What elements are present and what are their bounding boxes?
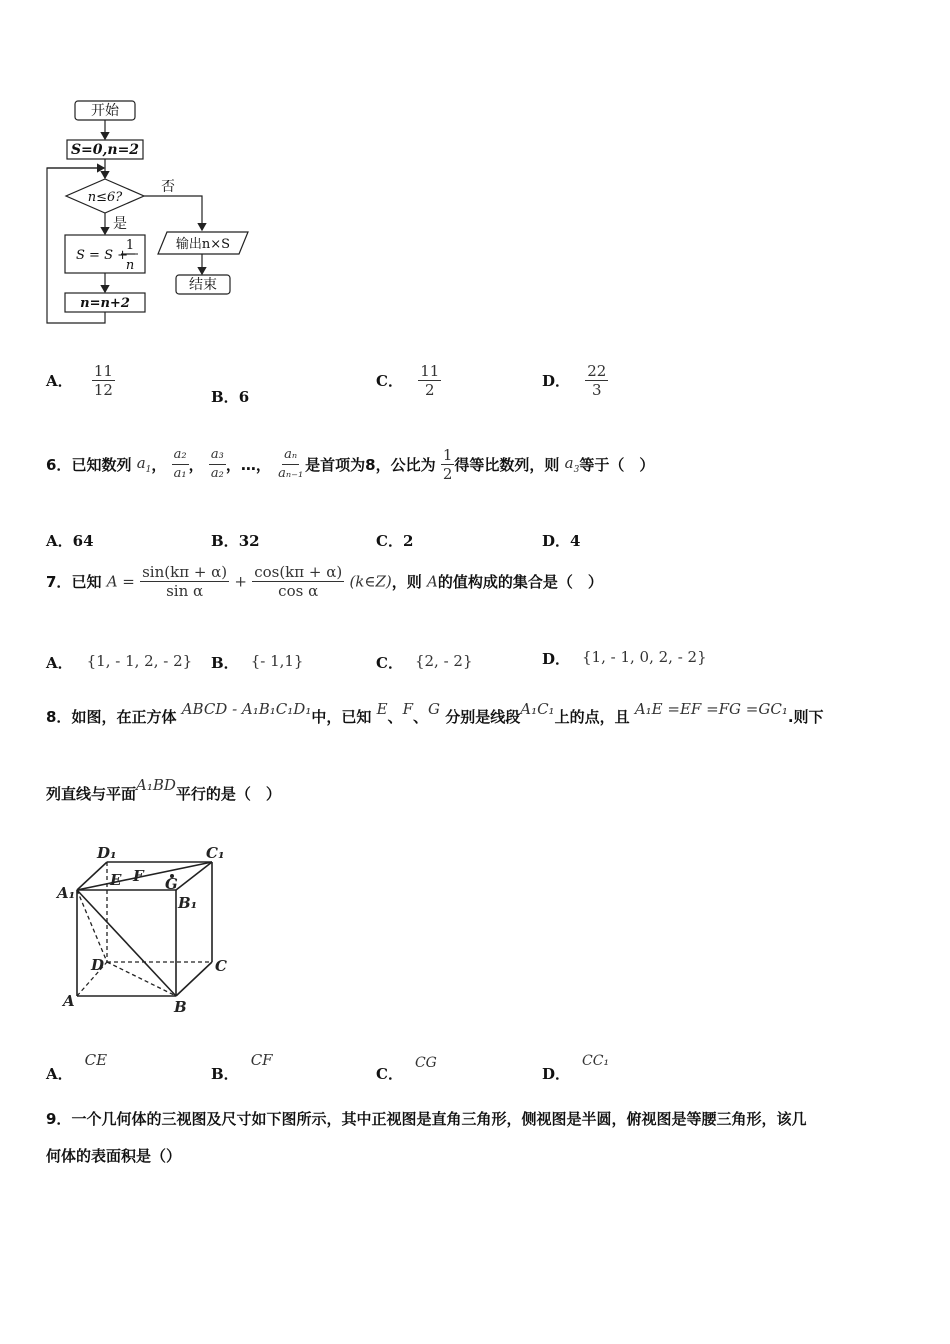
q9-number: 9． <box>46 1110 72 1128</box>
q5-option-c[interactable]: C． $\frac{11}{2}$ <box>376 362 440 399</box>
end-label: 结束 <box>189 277 217 293</box>
label-g: G <box>165 875 178 893</box>
q8-number: 8． <box>46 708 72 726</box>
q6-half: $\frac{1}{2}$ <box>442 446 453 483</box>
q6-ratio-1: $\frac{\text{a₂}}{\text{a₁}}$ <box>173 447 187 481</box>
q5-c-fraction: $\frac{11}{2}$ <box>420 362 440 399</box>
q5-option-b[interactable]: B．6 <box>211 388 250 406</box>
label-f: F <box>133 867 144 885</box>
q6-stem: 6．已知数列 $a_1$， $\frac{\text{a₂}}{\text{a₁}}$ ， $\frac{\text{a₃}}{\text{a₂}}$ ，…， $\frac{\text{aₙ}}{\text{aₙ₋₁}}$ 是首项为8，公比为 $\frac{1}{2}$ 得等比数列，则 $a_3$等于（ ） <box>46 446 655 483</box>
q7-fraction-cos: $\frac{\cos(k\pi + \alpha)}{\text{cos α}}$ <box>254 563 343 600</box>
q7-option-d[interactable]: D． {1, - 1, 0, 2, - 2} <box>542 648 707 668</box>
label-c1: C₁ <box>206 844 225 862</box>
q8-option-c[interactable]: C．CG <box>376 1055 437 1083</box>
q5-option-d[interactable]: D． $\frac{22}{3}$ <box>542 362 607 399</box>
label-e: E <box>110 871 122 889</box>
cube-figure <box>55 840 240 1020</box>
label-a: A <box>63 992 75 1010</box>
start-label: 开始 <box>91 103 119 119</box>
no-label: 否 <box>161 179 175 195</box>
q5-option-a[interactable] <box>46 362 115 399</box>
q7-option-c[interactable]: C． {2, - 2} <box>376 652 473 672</box>
update-num: 1 <box>125 238 135 253</box>
q7-option-a[interactable]: A． {1, - 1, 2, - 2} <box>46 652 193 672</box>
yes-label: 是 <box>113 216 127 232</box>
q6-ratio-2: $\frac{\text{a₃}}{\text{a₂}}$ <box>210 447 224 481</box>
q7-fraction-sin: $\frac{\sin(k\pi + \alpha)}{\text{sin α}}$ <box>142 563 228 600</box>
q5-b-value: 6 <box>238 388 250 406</box>
q6-option-b[interactable]: B．32 <box>211 532 260 550</box>
label-a1: A₁ <box>57 884 76 902</box>
increment-label: n=n+2 <box>80 296 130 311</box>
output-label: 输出n×S <box>175 237 231 252</box>
q7-option-b[interactable]: B． {- 1,1} <box>211 652 304 672</box>
q8-option-b[interactable]: B．CF <box>211 1051 273 1083</box>
q8-option-a[interactable]: A．CE <box>46 1051 108 1083</box>
q7-number: 7． <box>46 573 72 591</box>
label-d1: D₁ <box>97 844 117 862</box>
condition-label: n≤6? <box>87 190 123 205</box>
q8-option-d[interactable]: D．CC₁ <box>542 1053 610 1083</box>
q6-option-a[interactable]: A．64 <box>46 532 94 550</box>
q9-stem-line1: 9．一个几何体的三视图及尺寸如下图所示，其中正视图是直角三角形，侧视图是半圆，俯视图是等腰三角形，该几 <box>46 1110 807 1128</box>
update-lhs: S = S + <box>76 248 128 263</box>
label-c: C <box>215 957 227 975</box>
flowchart <box>40 95 260 335</box>
q8-stem-line1: 8．如图，在正方体 ABCD - A₁B₁C₁D₁中，已知 E、F、G 分别是线段A₁C₁上的点，且 A₁E =EF =FG =GC₁.则下 <box>46 700 824 726</box>
q5-a-label: A． <box>46 372 73 390</box>
label-d: D <box>91 956 105 974</box>
q6-option-c[interactable]: C．2 <box>376 532 414 550</box>
q5-d-fraction: $\frac{22}{3}$ <box>587 362 607 399</box>
update-den: n <box>125 258 135 273</box>
q6-ratio-n: $\frac{\text{aₙ}}{\text{aₙ₋₁}}$ <box>278 447 304 481</box>
label-b1: B₁ <box>178 894 198 912</box>
q8-stem-line2: 列直线与平面A₁BD平行的是（ ） <box>46 776 281 803</box>
init-label: S=0,n=2 <box>70 142 140 158</box>
q6-option-d[interactable]: D．4 <box>542 532 581 550</box>
label-b: B <box>174 998 187 1016</box>
q7-stem: 7．已知 A = $\frac{\sin(k\pi + \alpha)}{\text{sin α}}$ + $\frac{\cos(k\pi + \alpha)}{\text{cos α}}$ (k∈Z)，则 A的值构成的集合是（ ） <box>46 563 603 600</box>
q6-number: 6． <box>46 456 72 474</box>
q5-a-fraction: $\frac{11}{12}$ <box>93 362 113 399</box>
q9-stem-line2: 何体的表面积是（） <box>46 1147 182 1165</box>
